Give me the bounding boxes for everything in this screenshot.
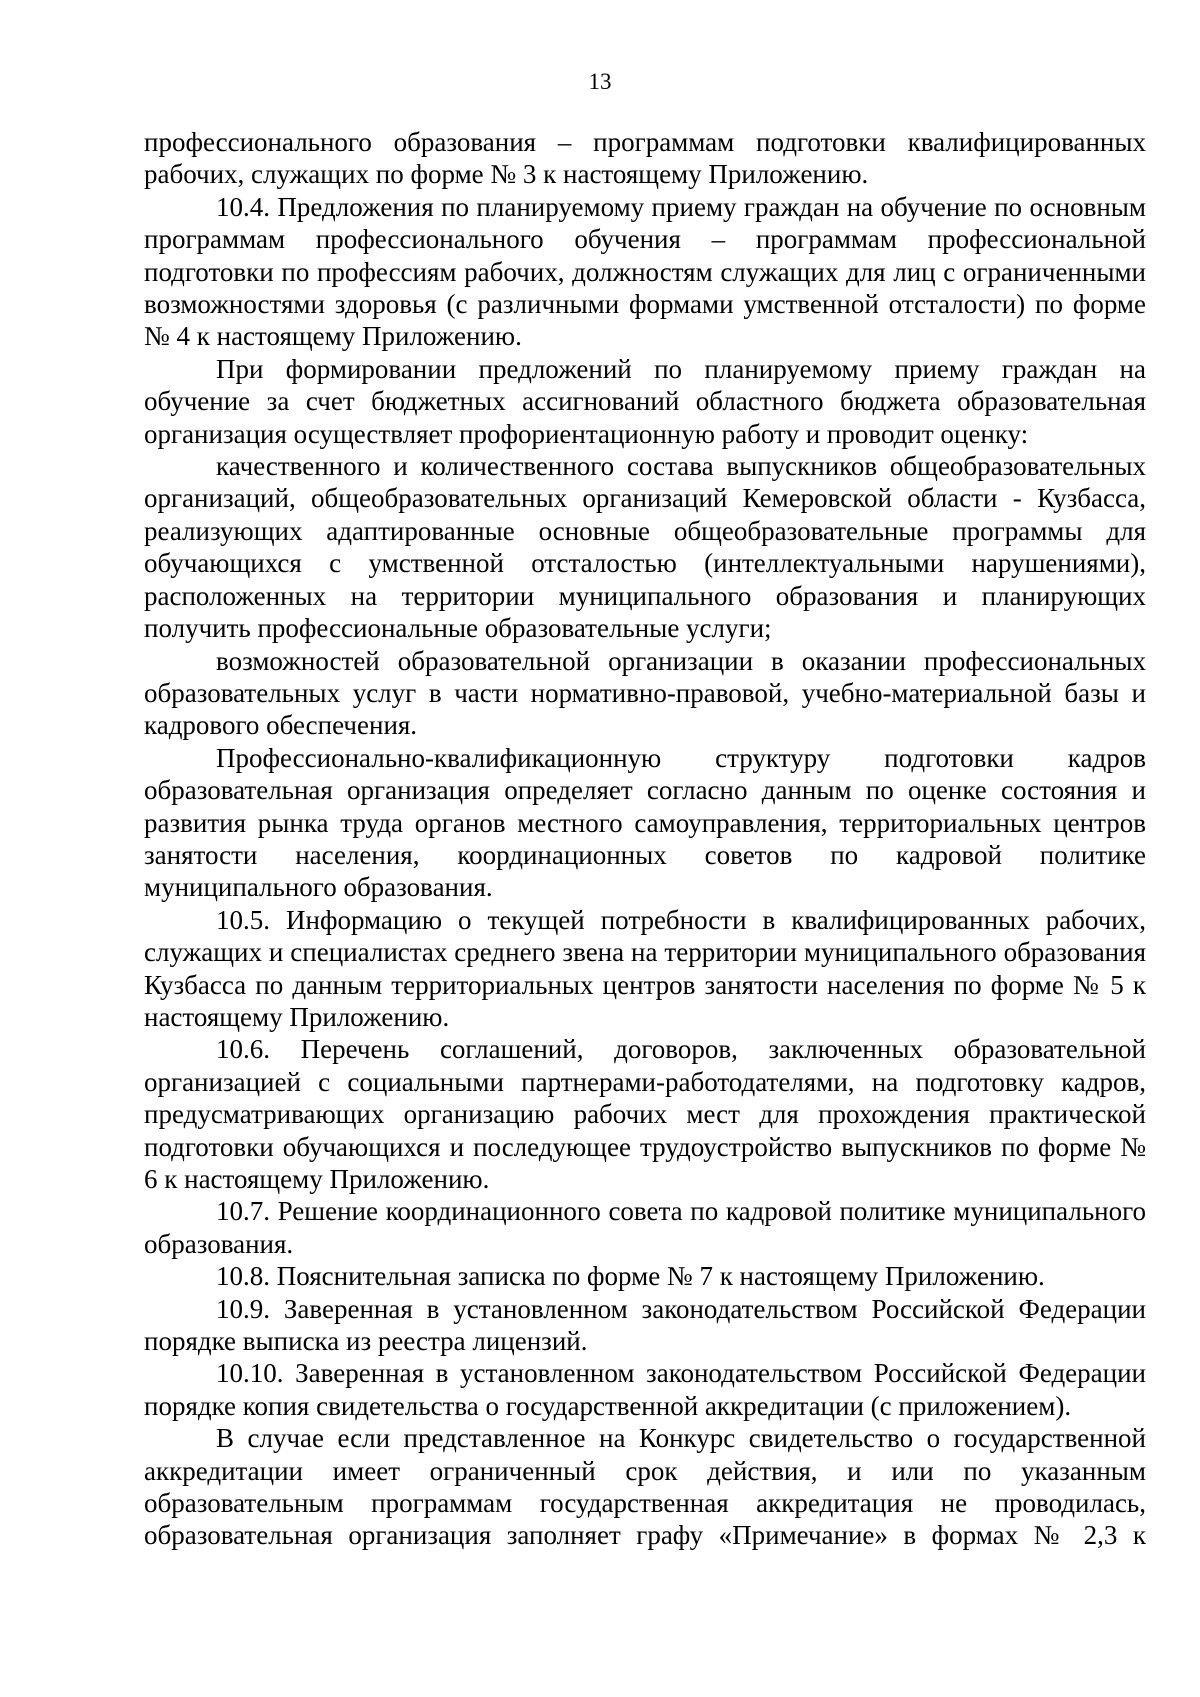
paragraph: качественного и количественного состава выпускников общеобразовательных организаций, общеобразовательных организаций Кемеровской области - Кузбасса, реализующих адаптированные основные общеобразовательные программы для обучающихся с умственной отсталостью (интеллектуальными нарушениями), расположенных на территории муниципального образования и планирующих получить профессиональные образовательные услуги; xyxy=(144,451,1146,644)
paragraph: 10.10. Заверенная в установленном законодательством Российской Федерации порядке копия свидетельства о государственной аккредитации (с приложением). xyxy=(144,1358,1146,1421)
paragraph: 10.9. Заверенная в установленном законодательством Российской Федерации порядке выписка из реестра лицензий. xyxy=(144,1293,1146,1357)
paragraph: профессионального образования – программам подготовки квалифицированных рабочих, служащих по форме № 3 к настоящему Приложению. xyxy=(144,127,1146,190)
paragraph: При формировании предложений по планируемому приему граждан на обучение за счет бюджетных ассигнований областного бюджета образовательная организация осуществляет профориентационную работу и проводит оценку: xyxy=(144,353,1146,449)
paragraph: 10.6. Перечень соглашений, договоров, заключенных образовательной организацией с социальными партнерами-работодателями, на подготовку кадров, предусматривающих организацию рабочих мест для прохождения практической подготовки обучающихся и последующее трудоустройство выпускников по форме № 6 к настоящему Приложению. xyxy=(144,1034,1146,1194)
paragraph: В случае если представленное на Конкурс свидетельство о государственной аккредитации имеет ограниченный срок действия, и или по указанным образовательным программам государственная аккредитация не проводилась, образовательная организация заполняет графу «Примечание» в формах № 2,3 к xyxy=(144,1423,1146,1551)
paragraph: 10.5. Информацию о текущей потребности в квалифицированных рабочих, служащих и специалистах среднего звена на территории муниципального образования Кузбасса по данным территориальных центров занятости населения по форме № 5 к настоящему Приложению. xyxy=(144,904,1146,1032)
paragraph: Профессионально-квалификационную структуру подготовки кадров образовательная организация определяет согласно данным по оценке состояния и развития рынка труда органов местного самоуправления, территориальных центров занятости населения, координационных советов по кадровой политике муниципального образования. xyxy=(144,742,1146,903)
paragraph: возможностей образовательной организации в оказании профессиональных образовательных услуг в части нормативно-правовой, учебно-материальной базы и кадрового обеспечения. xyxy=(144,645,1146,741)
document-body xyxy=(144,126,1146,1552)
paragraph: 10.4. Предложения по планируемому приему граждан на обучение по основным программам профессионального обучения – программам профессиональной подготовки по профессиям рабочих, должностям служащих для лиц с ограниченными возможностями здоровья (с различными формами умственной отсталости) по форме № 4 к настоящему Приложению. xyxy=(144,191,1146,352)
page-number: 13 xyxy=(588,69,612,94)
paragraph: 10.8. Пояснительная записка по форме № 7 к настоящему Приложению. xyxy=(216,1261,1045,1292)
paragraph: 10.7. Решение координационного совета по кадровой политике муниципального образования. xyxy=(144,1196,1146,1259)
